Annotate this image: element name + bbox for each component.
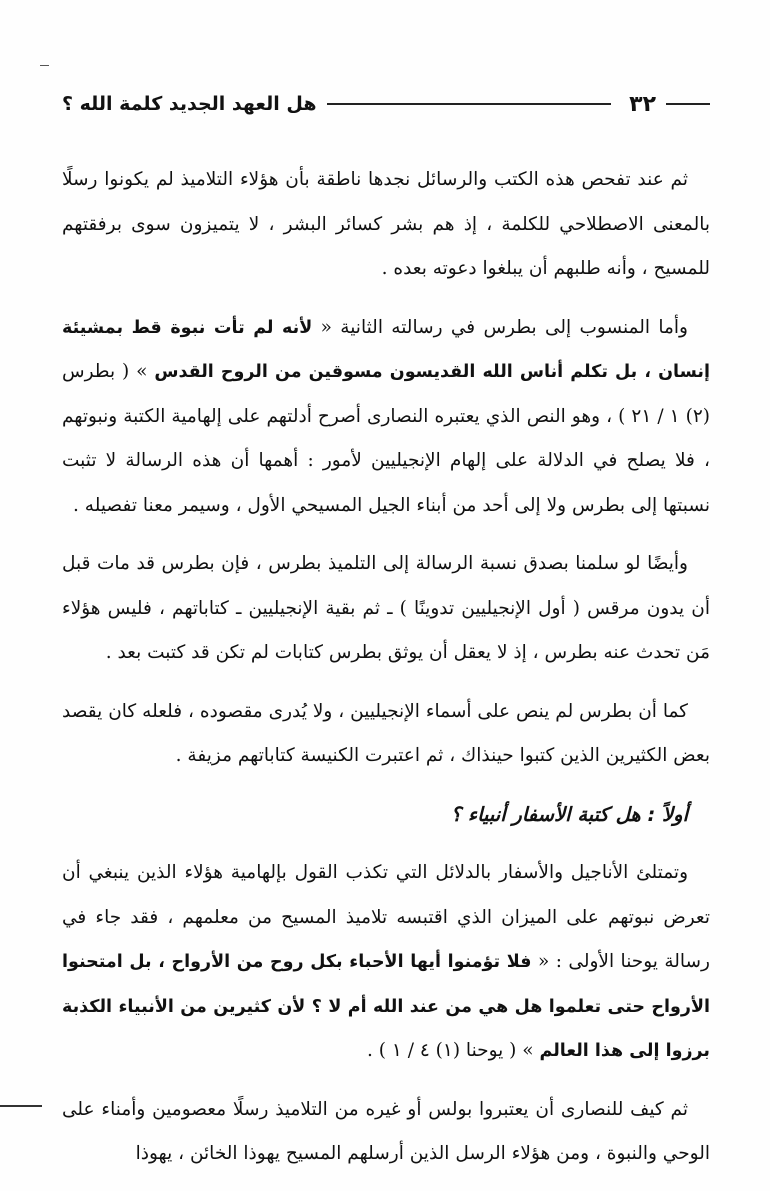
paragraph-2 — [62, 306, 710, 529]
corner-mark — [40, 65, 49, 66]
paragraph-5 — [62, 851, 710, 1074]
paragraph-2-rest: » ( بطرس (٢) ١ / ٢١ ) ، وهو النص الذي يعتبره النصارى أصرح أدلتهم على إلهامية الكتبة ونبوتهم ، فلا يصلح في الدلالة على إلهام الإنجيليين لأمور : أهمها أن هذه الرسالة لا تثبت نسبتها إلى بطرس ولا إلى أحد من أبناء الجيل المسيحي الأول ، وسيمر معنا تفصيله . — [62, 361, 710, 516]
paragraph-6: ثم كيف للنصارى أن يعتبروا بولس أو غيره من التلاميذ رسلًا معصومين وأمناء على الوحي والنبوة ، ومن هؤلاء الرسل الذين أرسلهم المسيح يهوذا الخائن ، يهوذا — [62, 1098, 710, 1164]
header-rule-short — [666, 103, 710, 105]
quote-peter: لأنه لم تأت نبوة قط بمشيئة إنسان ، بل تكلم أناس الله القديسون مسوقين من الروح القدس — [62, 317, 710, 382]
page-header — [62, 84, 710, 124]
paragraph-3: وأيضًا لو سلمنا بصدق نسبة الرسالة إلى التلميذ بطرس ، فإن بطرس قد مات قبل أن يدون مرقس ( أول الإنجيليين تدوينًا ) ـ ثم بقية الإنجيليين ـ كتاباتهم ، فليس هؤلاء مَن تحدث عنه بطرس ، إذ لا يعقل أن يوثق بطرس كتابات لم تكن قد كتبت بعد . — [62, 553, 710, 663]
paragraph-1: ثم عند تفحص هذه الكتب والرسائل نجدها ناطقة بأن هؤلاء التلاميذ لم يكونوا رسلًا بالمعنى الاصطلاحي للكلمة ، إذ هم بشر كسائر البشر ، لا يتميزون سوى برفقتهم للمسيح ، وأنه طلبهم أن يبلغوا دعوته بعده . — [62, 169, 710, 279]
section-heading: أولاً : هل كتبة الأسفار أنبياء ؟ — [450, 802, 688, 826]
footer-rule — [0, 1105, 42, 1107]
quote-john: فلا تؤمنوا أيها الأحباء بكل روح من الأرواح ، بل امتحنوا الأرواح حتى تعلموا هل هي من عند الله أم لا ؟ لأن كثيرين من الأنبياء الكذبة برزوا إلى هذا العالم — [62, 952, 710, 1061]
paragraph-2-intro: وأما المنسوب إلى بطرس في رسالته الثانية « — [320, 316, 688, 338]
paragraph-5-ref: » ( يوحنا (١) ٤ / ١ ) . — [367, 1040, 534, 1061]
page-number: ٣٢ — [629, 91, 656, 117]
running-title: هل العهد الجديد كلمة الله ؟ — [62, 93, 317, 115]
page-body — [62, 158, 710, 1191]
paragraph-4: كما أن بطرس لم ينص على أسماء الإنجيليين ، ولا يُدرى مقصوده ، فلعله كان يقصد بعض الكثيرين الذين كتبوا حينذاك ، ثم اعتبرت الكنيسة كتاباتهم مزيفة . — [62, 700, 710, 766]
paragraph-5-intro: وتمتلئ الأناجيل والأسفار بالدلائل التي تكذب القول بإلهامية هؤلاء الذين ينبغي أن تعرض نبوتهم على الميزان الذي اقتبسه تلاميذ المسيح من معلمهم ، فقد جاء في رسالة يوحنا الأولى : « — [62, 862, 710, 972]
header-rule-long — [327, 103, 612, 105]
